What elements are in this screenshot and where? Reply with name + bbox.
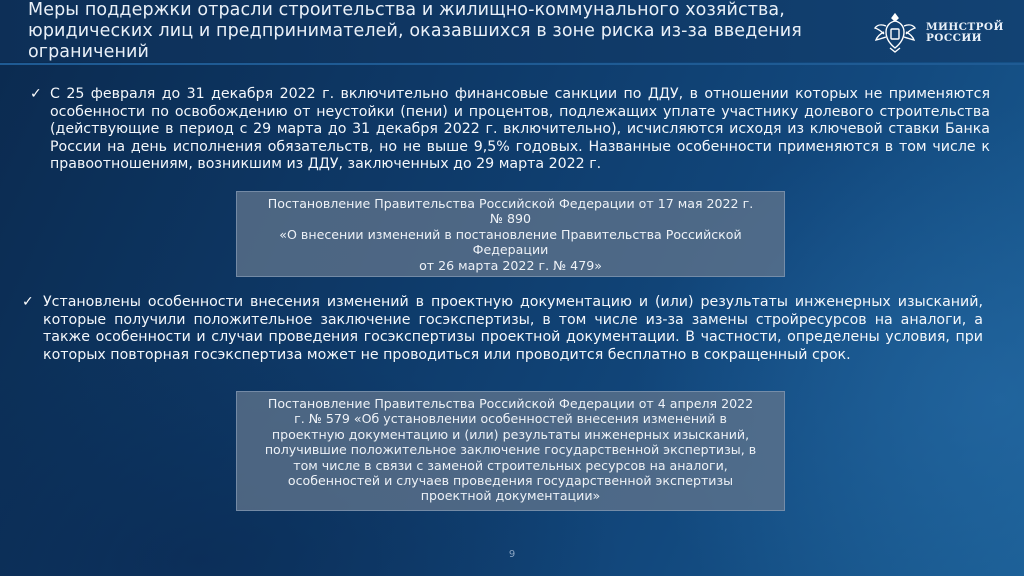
regulation-line: Постановление Правительства Российской Федерации от 17 мая 2022 г.	[267, 196, 754, 211]
logo-text-line-2: РОССИИ	[926, 32, 982, 44]
page-number: 9	[508, 549, 516, 560]
ministry-logo-text	[926, 22, 1004, 44]
regulation-line: проектную документацию и (или) результаты инженерных изысканий,	[271, 426, 750, 442]
emblem-icon	[872, 8, 918, 54]
regulation-line: проектной документации»	[420, 488, 601, 504]
support-measure-text-2: Установлены особенности внесения изменений в проектную документацию и (или) результаты инженерных изысканий, которые получили положительное заключение госэкспертизы, в том числе из-за замены стройресурсов на аналоги, а также особенности и случаи проведения госэкспертизы проектной документации. В частности, определены условия, при которых повторная госэкспертиза может не проводиться или проводится бесплатно в сокращенный срок.	[43, 294, 983, 363]
regulation-line: особенностей и случаев проведения государственной экспертизы	[287, 473, 734, 489]
slide-title: Меры поддержки отрасли строительства и жилищно-коммунального хозяйства, юридических лиц и предпринимателей, оказавшихся в зоне риска из-за введения ограничений	[28, 0, 802, 62]
regulation-reference-box-2	[236, 391, 785, 511]
checkmark-icon: ✓	[30, 86, 42, 102]
regulation-line: от 26 марта 2022 г. № 479»	[419, 257, 602, 273]
regulation-line: «О внесении изменений в постановление Правительства Российской	[279, 226, 742, 242]
regulation-line: Постановление Правительства Российской Федерации от 4 апреля 2022	[267, 396, 754, 411]
title-divider	[0, 63, 1024, 65]
regulation-line: № 890	[489, 211, 532, 227]
checkmark-icon: ✓	[22, 294, 34, 310]
regulation-line: получившие положительное заключение государственной экспертизы, в	[264, 442, 757, 458]
support-measure-text-1: С 25 февраля до 31 декабря 2022 г. включительно финансовые санкции по ДДУ, в отношении которых не применяются особенности по освобождению от неустойки (пени) и процентов, подлежащих уплате участнику долевого строительства (действующие в период с 29 марта до 31 декабря 2022 г. включительно), исчисляются исходя из ключевой ставки Банка России на день исполнения обязательств, но не выше 9,5% годовых. Названные особенности применяются в том числе к правоотношениям, возникшим из ДДУ, заключенных до 29 марта 2022 г.	[50, 86, 990, 173]
regulation-line: г. № 579 «Об установлении особенностей внесения изменений в	[294, 411, 727, 427]
regulation-reference-box-1	[236, 191, 785, 277]
regulation-line: том числе в связи с заменой строительных ресурсов на аналоги,	[293, 457, 728, 473]
logo-text-line-1: МИНСТРОЙ	[926, 21, 1004, 33]
regulation-line: Федерации	[472, 242, 549, 258]
